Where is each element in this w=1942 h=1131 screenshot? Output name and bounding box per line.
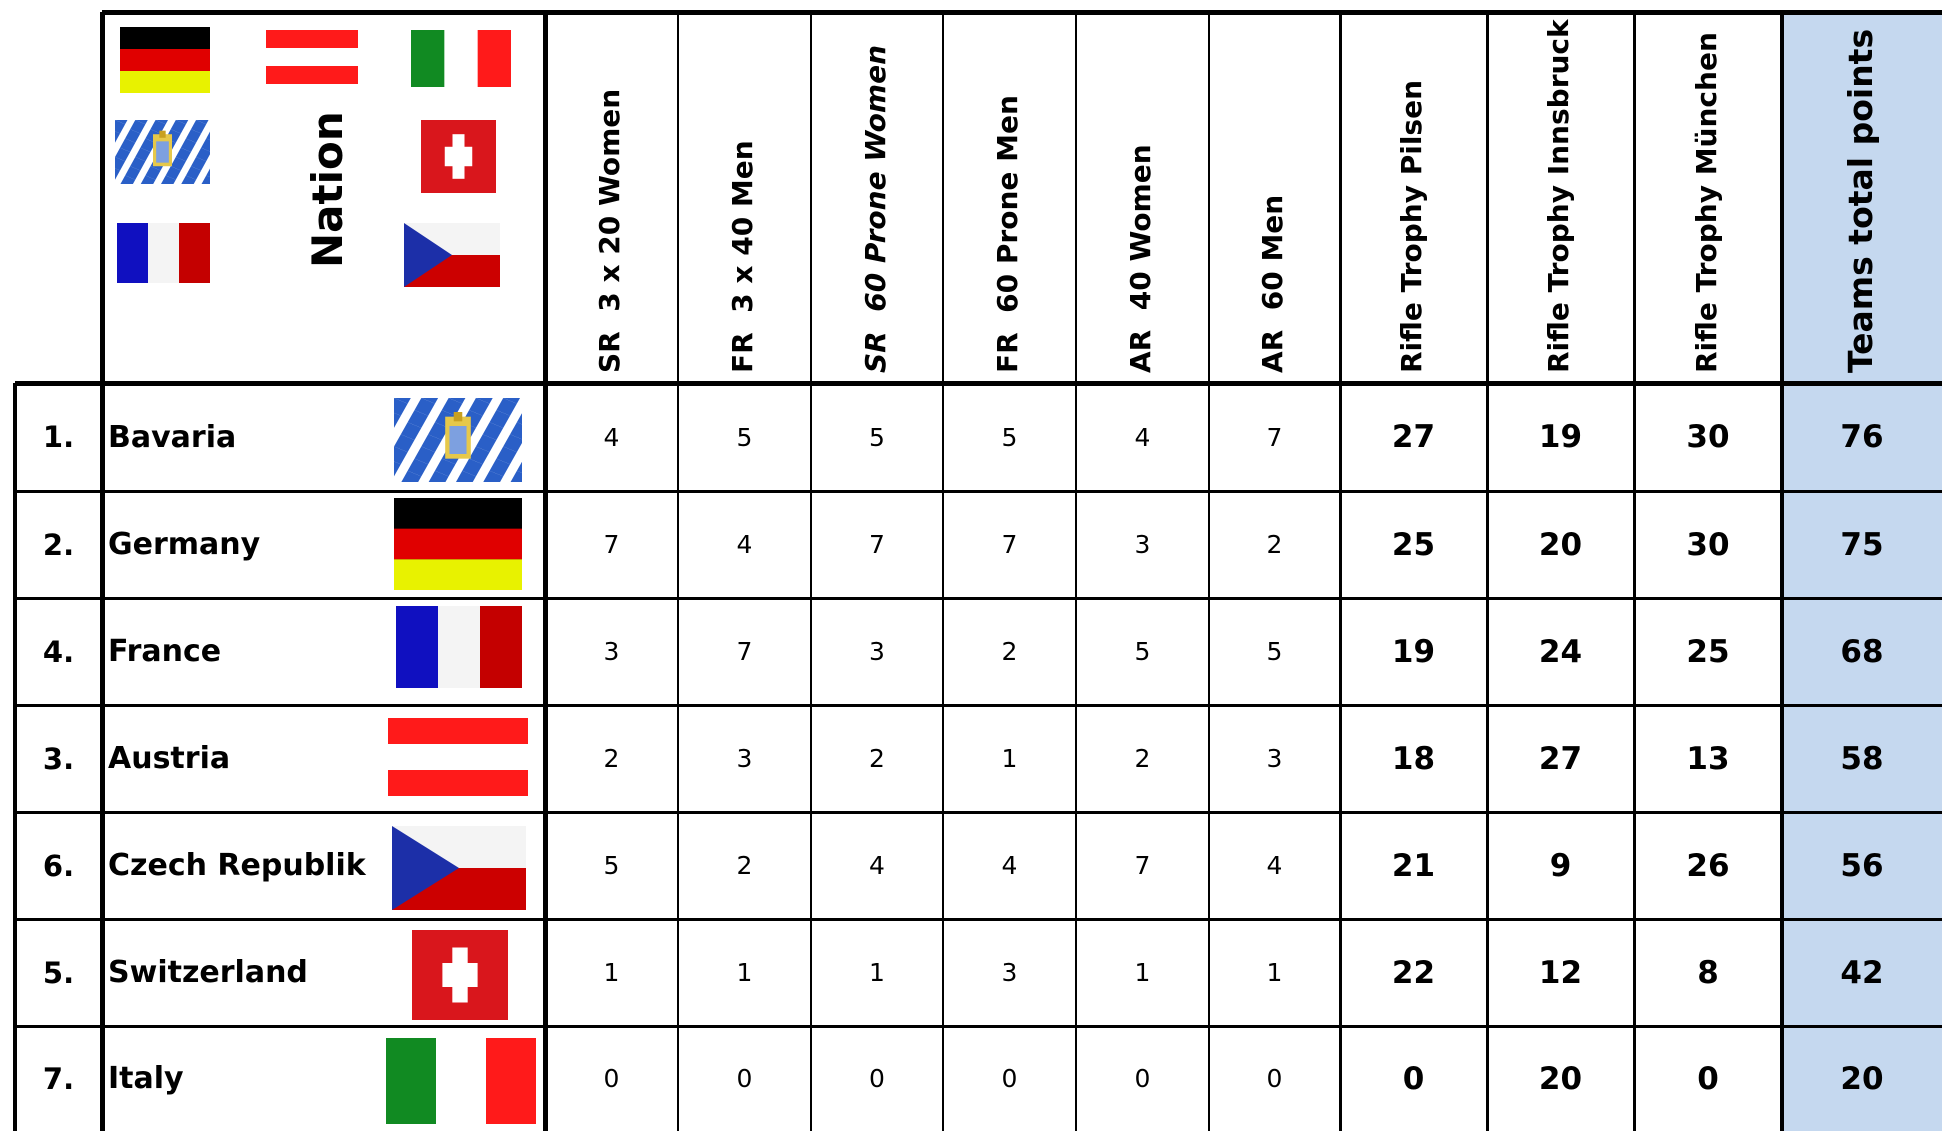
column-divider [1208, 12, 1210, 1131]
nation-column-right-border [543, 12, 548, 1131]
discipline-points-cell: 2 [869, 744, 885, 773]
total-column-border [1780, 12, 1784, 1131]
discipline-points-cell: 4 [603, 422, 620, 452]
bavaria-flag-icon [394, 398, 522, 482]
total-points-cell: 42 [1840, 954, 1884, 991]
rank-cell: 2. [42, 527, 75, 562]
column-divider [677, 12, 679, 1131]
discipline-points-cell: 5 [869, 422, 885, 452]
trophy-column-divider [1339, 12, 1342, 1131]
pilsen-points-cell: 19 [1391, 633, 1436, 670]
discipline-points-cell: 1 [869, 958, 885, 987]
munchen-points-cell: 30 [1686, 526, 1730, 563]
column-header-9: Rifle Trophy München [1689, 32, 1723, 373]
innsbruck-points-cell: 9 [1549, 847, 1572, 884]
nation-name-cell: Austria [108, 741, 231, 776]
rank-cell: 6. [42, 848, 75, 883]
column-divider [810, 12, 812, 1131]
discipline-points-cell: 4 [736, 530, 753, 559]
discipline-points-cell: 2 [1134, 744, 1151, 773]
discipline-points-cell: 0 [736, 1064, 753, 1093]
discipline-points-cell: 1 [1266, 958, 1283, 987]
austria-flag-icon [388, 718, 528, 796]
innsbruck-points-cell: 12 [1538, 954, 1583, 991]
discipline-points-cell: 2 [1266, 530, 1283, 559]
column-divider [942, 12, 944, 1131]
left-border [13, 383, 17, 1131]
discipline-points-cell: 3 [736, 744, 753, 773]
discipline-points-cell: 7 [603, 530, 620, 559]
column-header-8: Rifle Trophy Innsbruck [1542, 19, 1576, 373]
discipline-points-cell: 7 [1134, 851, 1151, 880]
nation-name-cell: Bavaria [108, 419, 237, 455]
nation-name-cell: Italy [108, 1061, 184, 1096]
rank-cell: 1. [42, 420, 75, 454]
column-header-6: AR 60 Men [1256, 194, 1290, 373]
italy-flag-icon [411, 30, 511, 87]
rank-cell: 7. [42, 1061, 75, 1096]
discipline-points-cell: 5 [1266, 637, 1283, 666]
nation-name-cell: Switzerland [108, 955, 308, 990]
discipline-points-cell: 3 [1266, 744, 1283, 773]
discipline-points-cell: 0 [1001, 1064, 1018, 1093]
discipline-points-cell: 1 [1001, 744, 1018, 773]
trophy-column-divider [1633, 12, 1636, 1131]
innsbruck-points-cell: 19 [1538, 419, 1583, 455]
total-points-cell: 58 [1840, 740, 1884, 777]
column-header-7: Rifle Trophy Pilsen [1395, 79, 1429, 373]
germany-flag-icon [120, 27, 210, 93]
column-divider [1075, 12, 1077, 1131]
rank-cell: 4. [42, 634, 75, 669]
munchen-points-cell: 8 [1697, 954, 1719, 991]
germany-flag-icon [394, 498, 522, 590]
munchen-points-cell: 13 [1686, 740, 1730, 777]
discipline-points-cell: 7 [1001, 530, 1018, 559]
switzerland-flag-icon [421, 120, 496, 193]
row-divider [15, 1025, 1942, 1028]
discipline-points-cell: 1 [736, 958, 753, 987]
discipline-points-cell: 2 [1001, 637, 1018, 666]
discipline-points-cell: 0 [603, 1064, 620, 1093]
row-divider [15, 490, 1942, 493]
header-bottom-border [15, 381, 1942, 386]
total-points-cell: 20 [1840, 1060, 1884, 1097]
discipline-points-cell: 5 [736, 422, 753, 452]
munchen-points-cell: 30 [1686, 419, 1730, 455]
discipline-points-cell: 5 [1134, 637, 1151, 666]
pilsen-points-cell: 0 [1402, 1060, 1425, 1097]
discipline-points-cell: 4 [1001, 851, 1018, 880]
czech-flag-icon [392, 826, 526, 910]
discipline-points-cell: 3 [869, 637, 885, 666]
column-header-4: FR 60 Prone Men [991, 95, 1025, 373]
row-divider [15, 918, 1942, 921]
row-divider [15, 704, 1942, 707]
innsbruck-points-cell: 20 [1538, 526, 1583, 563]
total-points-cell: 75 [1840, 526, 1884, 563]
discipline-points-cell: 1 [1134, 958, 1151, 987]
discipline-points-cell: 3 [1134, 530, 1151, 559]
munchen-points-cell: 26 [1686, 847, 1730, 884]
column-header-1: SR 3 x 20 Women [593, 88, 627, 373]
discipline-points-cell: 0 [1134, 1064, 1151, 1093]
discipline-points-cell: 1 [603, 958, 620, 987]
nation-name-cell: Germany [108, 527, 261, 562]
discipline-points-cell: 4 [1266, 851, 1283, 880]
discipline-points-cell: 3 [603, 637, 620, 666]
total-points-cell: 76 [1840, 419, 1884, 455]
austria-flag-icon [266, 30, 358, 84]
discipline-points-cell: 3 [1001, 958, 1018, 987]
discipline-points-cell: 0 [1266, 1064, 1283, 1093]
rank-cell: 3. [42, 741, 75, 776]
discipline-points-cell: 7 [736, 637, 753, 666]
column-header-10: Teams total points [1840, 28, 1880, 373]
trophy-column-divider [1486, 12, 1489, 1131]
czech-flag-icon [404, 223, 500, 287]
rank-cell: 5. [42, 955, 75, 990]
discipline-points-cell: 4 [1134, 422, 1151, 452]
france-flag-icon [396, 606, 522, 688]
nation-name-cell: Czech Republik [108, 848, 366, 883]
discipline-points-cell: 4 [869, 851, 885, 880]
column-header-3: SR 60 Prone Women [858, 44, 892, 373]
munchen-points-cell: 0 [1697, 1060, 1719, 1097]
row-divider [15, 597, 1942, 600]
pilsen-points-cell: 18 [1391, 740, 1436, 777]
column-header-5: AR 40 Women [1124, 144, 1158, 373]
nation-column-border [100, 12, 105, 1131]
innsbruck-points-cell: 24 [1538, 633, 1583, 670]
discipline-points-cell: 2 [603, 744, 620, 773]
nation-name-cell: France [108, 634, 222, 669]
discipline-points-cell: 7 [1266, 422, 1283, 452]
header-top-border [102, 10, 1942, 15]
column-header-2: FR 3 x 40 Men [726, 140, 760, 373]
pilsen-points-cell: 22 [1391, 954, 1436, 991]
innsbruck-points-cell: 20 [1538, 1060, 1583, 1097]
switzerland-flag-icon [412, 930, 508, 1020]
pilsen-points-cell: 25 [1391, 526, 1436, 563]
discipline-points-cell: 7 [869, 530, 885, 559]
bavaria-flag-icon [115, 120, 210, 184]
discipline-points-cell: 0 [869, 1064, 885, 1093]
italy-flag-icon [386, 1038, 536, 1124]
total-points-cell: 68 [1840, 633, 1884, 670]
discipline-points-cell: 5 [603, 851, 620, 880]
discipline-points-cell: 2 [736, 851, 753, 880]
pilsen-points-cell: 21 [1391, 847, 1436, 884]
munchen-points-cell: 25 [1686, 633, 1730, 670]
total-points-cell: 56 [1840, 847, 1884, 884]
france-flag-icon [117, 223, 210, 283]
innsbruck-points-cell: 27 [1538, 740, 1583, 777]
nation-header-label: Nation [303, 111, 352, 268]
discipline-points-cell: 5 [1001, 422, 1018, 452]
pilsen-points-cell: 27 [1391, 419, 1436, 455]
row-divider [15, 811, 1942, 814]
